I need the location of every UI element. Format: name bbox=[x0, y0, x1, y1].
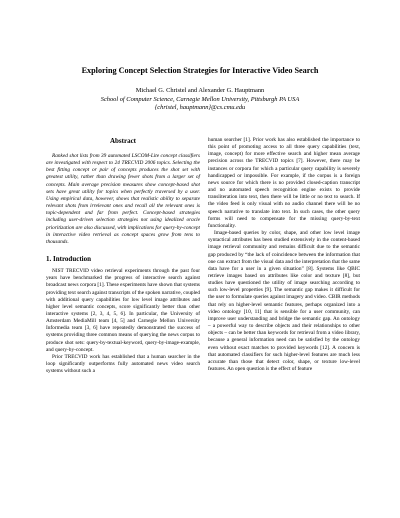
right-paragraph-1: human searcher [1]. Prior work has also established the importance to this point of promoting access to all three query capabilities (text, image, concept) for more effective search and higher mean average precision across the TRECVID topics [7]. However, there may be instances or corpora for which a particular query capability is severely handicapped or impossible. For example, if the corpus is a foreign news source for which there is no provided closed-caption transcript and no automated speech recognition engine exists to provide transliteration into text, then there will be little or no text to search. If the video feed is only visual with no audio channel there will be no speech narrative to translate into text. In such cases, the other query forms will need to compensate for the missing query-by-text functionality. bbox=[208, 137, 360, 229]
intro-paragraph-2: Prior TRECVID work has established that a human searcher in the loop significantly outperforms fully automated news video search systems without such a bbox=[46, 353, 200, 375]
left-column bbox=[46, 137, 200, 375]
paper-authors: Michael G. Christel and Alexander G. Hauptmann bbox=[135, 87, 265, 94]
intro-paragraph-1: NIST TRECVID video retrieval experiments through the past four years have benchmarked the progress of interactive search against broadcast news corpora [1]. These experiments have shown that systems providing text search against transcripts of the spoken narrative, coupled with additional query capabilities for low level image attributes and higher level semantic concepts, score significantly better than other interactive systems [2, 3, 4, 5, 6]. In particular, the University of Amsterdam MediaMill team [4, 5] and Carnegie Mellon University Informedia team [3, 6] have repeatedly demonstrated the success of systems providing three common means of querying the news corpus to produce shot sets: query-by-textual-keyword, query-by-image-example, and query-by-concept. bbox=[46, 268, 200, 353]
right-column bbox=[208, 137, 360, 373]
right-paragraph-2: Image-based queries by color, shape, and other low level image syntactical attributes has been studied extensively in the content-based image retrieval community and remains difficult due to the semantic gap produced by “the lack of coincidence between the information that one can extract from the visual data and the interpretation that the same data have for a user in a given situation” [8]. Systems like QBIC retrieve images based on attributes like color and texture [8], but studies have questioned the utility of image searching according to such low-level properties [9]. The semantic gap makes it difficult for the user to formulate queries against imagery and video. CBIR methods that rely on higher-level semantic features, perhaps organized into a video ontology [10, 11] that is sensible for a user community, can improve user understanding and bridge the semantic gap. An ontology – a powerful way to describe objects and their relationships to other objects – can be better than keywords for retrieval from a video library, because a general information need can be satisfied by the ontology even without exact matches to provided keywords [12]. A concern is that automated classifiers for such higher-level features are much less accurate than those that detect color, shape, or texture low-level features. An open question is the effect of feature bbox=[208, 230, 360, 372]
paper-email: {christel, hauptmann}@cs.cmu.edu bbox=[154, 104, 246, 111]
abstract-text: Ranked shot lists from 39 automated LSCOM-Lite concept classifiers are investigated with respect to 24 TRECVID 2006 topics. Selecting the best fitting concept or pair of concepts produces the shot set with greatest utility, rather than drawing fewer shots from a larger set of concepts. Main average precision measures show concept-based shot sets have great utility for topics when perfectly traversed by a user. Using empirical data, however, shows that realistic ability to separate relevant shots from irrelevant ones and recall all the relevant ones is topic-dependent and far from perfect. Concept-based strategies including user-driven selection strategies not using idealized oracle prioritization are also discussed, with implications for query-by-concept in interactive video retrieval as concept spaces grow from tens to thousands. bbox=[46, 153, 200, 245]
paper-title: Exploring Concept Selection Strategies for Interactive Video Search bbox=[81, 66, 319, 75]
introduction-heading: 1. Introduction bbox=[46, 255, 91, 264]
paper-affiliation: School of Computer Science, Carnegie Mellon University, Pittsburgh PA USA bbox=[100, 96, 300, 103]
abstract-heading: Abstract bbox=[109, 137, 137, 145]
